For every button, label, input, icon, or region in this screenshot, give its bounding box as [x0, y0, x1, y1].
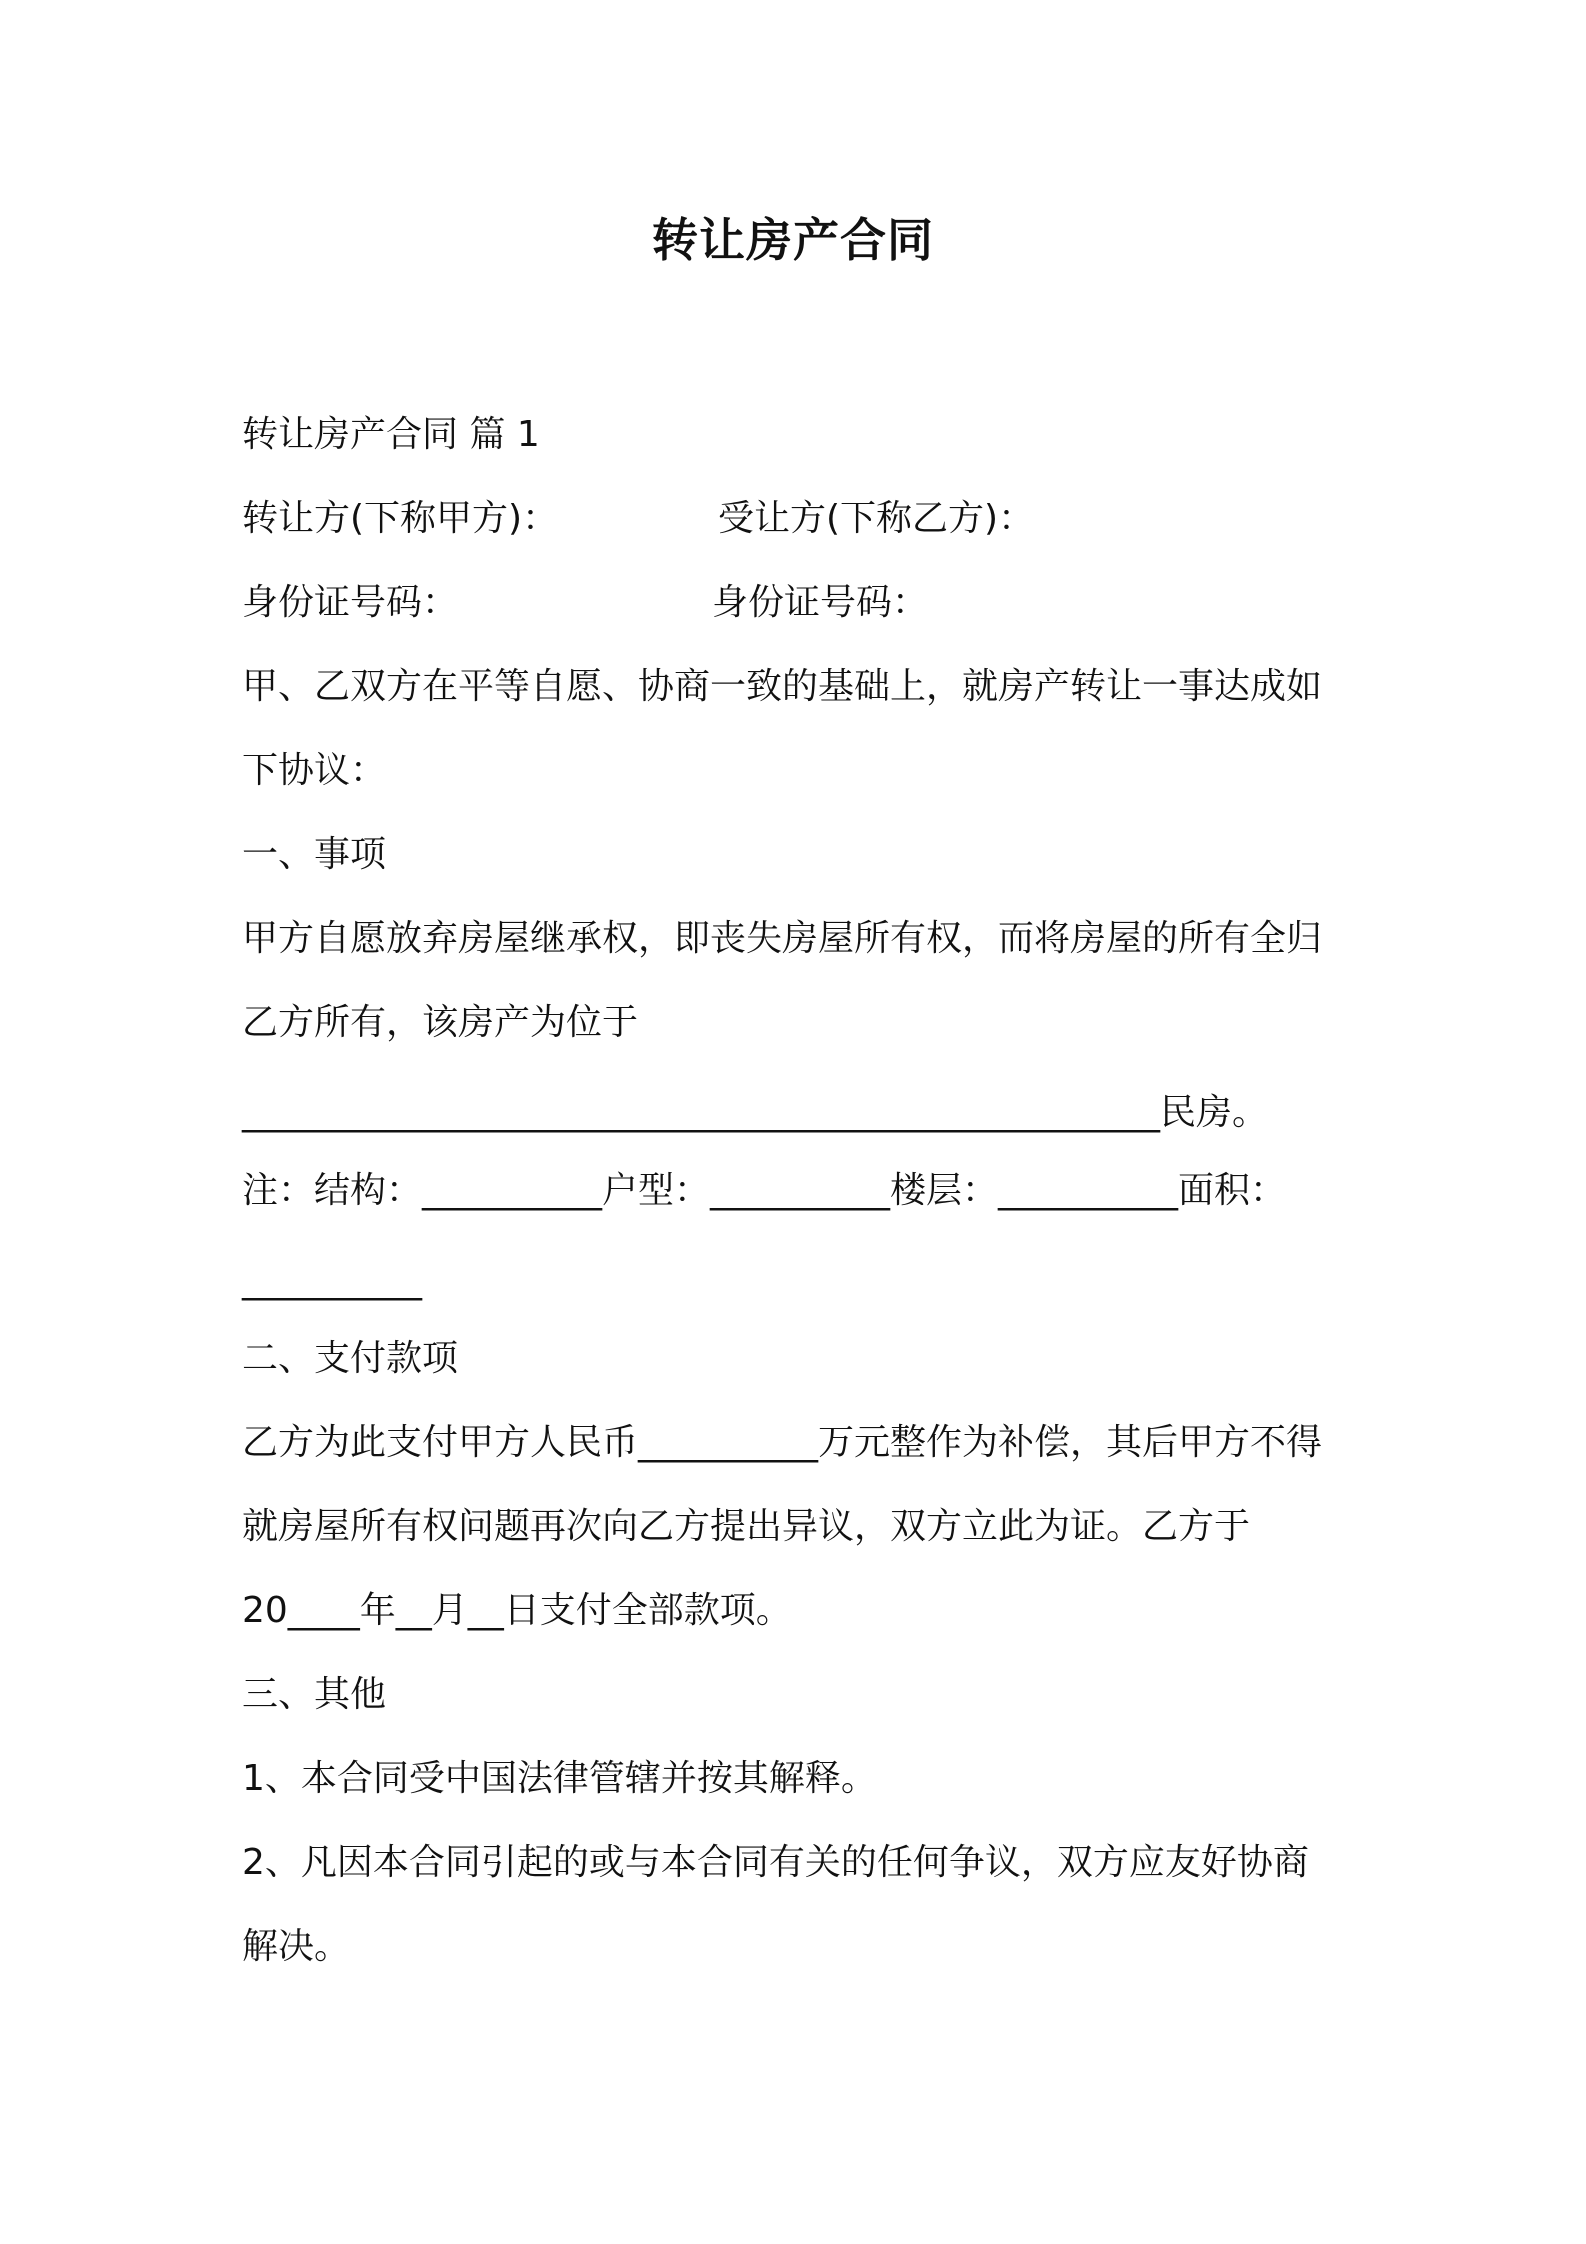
section2-paragraph-line: 乙方为此支付甲方人民币__________万元整作为补偿，其后甲方不得 — [242, 1422, 1323, 1463]
id-a-label: 身份证号码： — [242, 582, 459, 623]
property-details-note: 注：结构：__________户型：__________楼层：__________面积： — [242, 1170, 1287, 1211]
property-location-blank: ___________________________________________________民房。 — [242, 1092, 1268, 1133]
party-b-label: 受让方(下称乙方)： — [718, 498, 1035, 539]
contract-subtitle: 转让房产合同 篇 1 — [242, 414, 540, 455]
section1-paragraph-line: 乙方所有，该房产为位于 — [242, 1002, 639, 1043]
payment-date-line: 20____年__月__日支付全部款项。 — [242, 1590, 792, 1631]
section3-item: 1、本合同受中国法律管辖并按其解释。 — [242, 1758, 877, 1799]
section-heading: 二、支付款项 — [242, 1338, 459, 1379]
section1-paragraph-line: 甲方自愿放弃房屋继承权，即丧失房屋所有权，而将房屋的所有全归 — [242, 918, 1323, 959]
party-row — [242, 494, 558, 544]
id-b-label: 身份证号码： — [712, 582, 929, 623]
page-title: 转让房产合同 — [652, 213, 934, 267]
section3-item: 2、凡因本合同引起的或与本合同有关的任何争议，双方应友好协商 — [242, 1842, 1309, 1883]
section-heading: 三、其他 — [242, 1674, 387, 1715]
area-blank: __________ — [242, 1260, 422, 1301]
intro-paragraph-line: 甲、乙双方在平等自愿、协商一致的基础上，就房产转让一事达成如 — [242, 666, 1323, 707]
section-heading: 一、事项 — [242, 834, 387, 875]
party-a-label: 转让方(下称甲方)： — [242, 498, 559, 539]
intro-paragraph-line: 下协议： — [242, 750, 387, 791]
section3-item-continued: 解决。 — [242, 1926, 351, 1967]
section2-paragraph-line: 就房屋所有权问题再次向乙方提出异议，双方立此为证。乙方于 — [242, 1506, 1251, 1547]
